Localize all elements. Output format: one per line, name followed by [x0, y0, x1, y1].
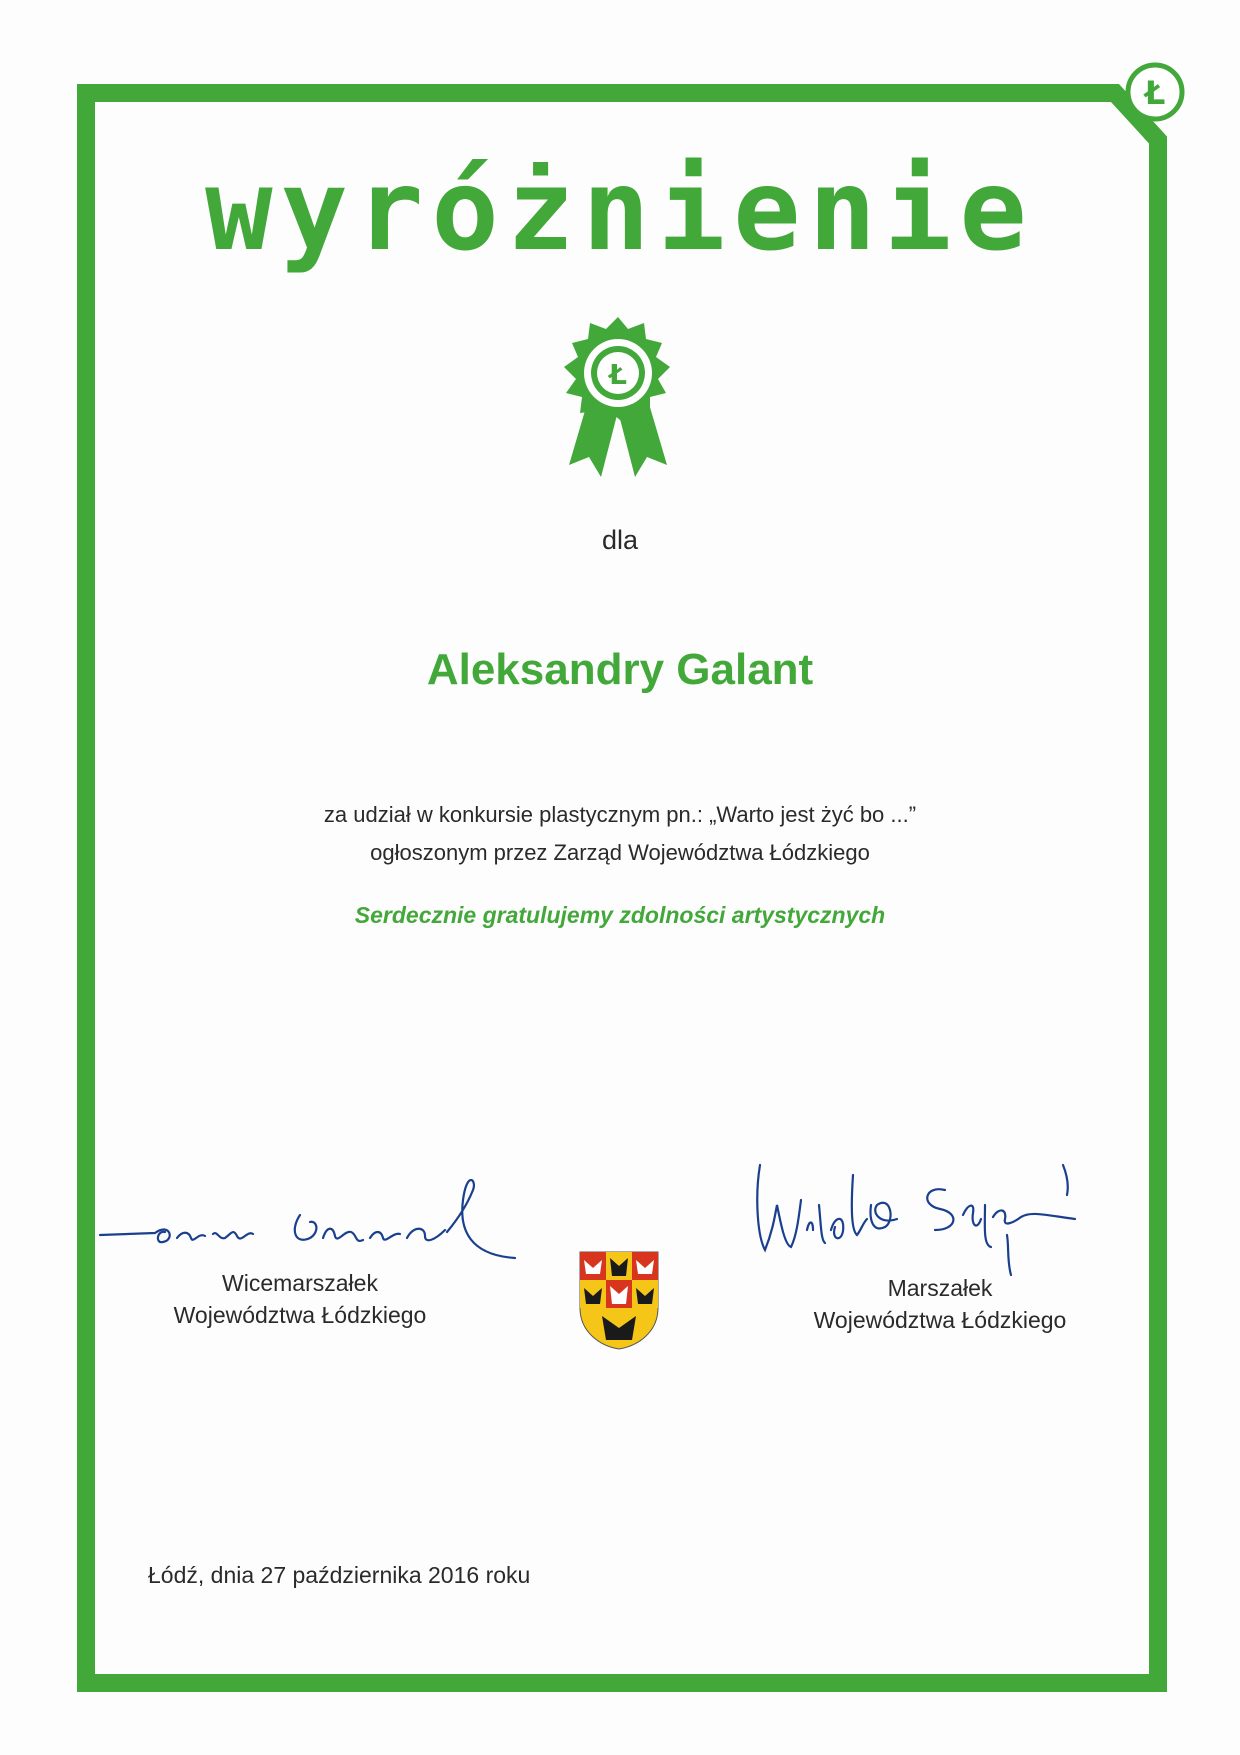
signatory-right-region: Województwa Łódzkiego	[813, 1307, 1067, 1333]
preposition-text: dla	[601, 525, 639, 555]
coat-of-arms-icon	[578, 1250, 660, 1350]
signature-right	[745, 1135, 1105, 1295]
rosette-letter: Ł	[609, 358, 627, 391]
logo-letter: Ł	[1144, 74, 1166, 112]
award-rosette-icon	[559, 315, 677, 495]
recipient-name: Aleksandry Galant	[426, 645, 814, 694]
description-line-2: ogłoszonym przez Zarząd Województwa Łódzkiego	[370, 840, 870, 865]
lodzkie-logo-icon	[1123, 60, 1187, 124]
congratulations-text: Serdecznie gratulujemy zdolności artystycznych	[354, 902, 886, 928]
signatory-left-region: Województwa Łódzkiego	[173, 1302, 427, 1328]
signatory-left-title: Wicemarszałek	[222, 1270, 378, 1296]
signatory-right-title: Marszałek	[887, 1275, 993, 1301]
certificate-title: wyróżnienie	[205, 146, 1035, 276]
signatory-right	[780, 1272, 1100, 1336]
description-line-1: za udział w konkursie plastycznym pn.: „Warto jest żyć bo ...”	[323, 802, 917, 827]
signatory-left	[140, 1267, 460, 1331]
place-and-date: Łódź, dnia 27 października 2016 roku	[148, 1562, 531, 1588]
